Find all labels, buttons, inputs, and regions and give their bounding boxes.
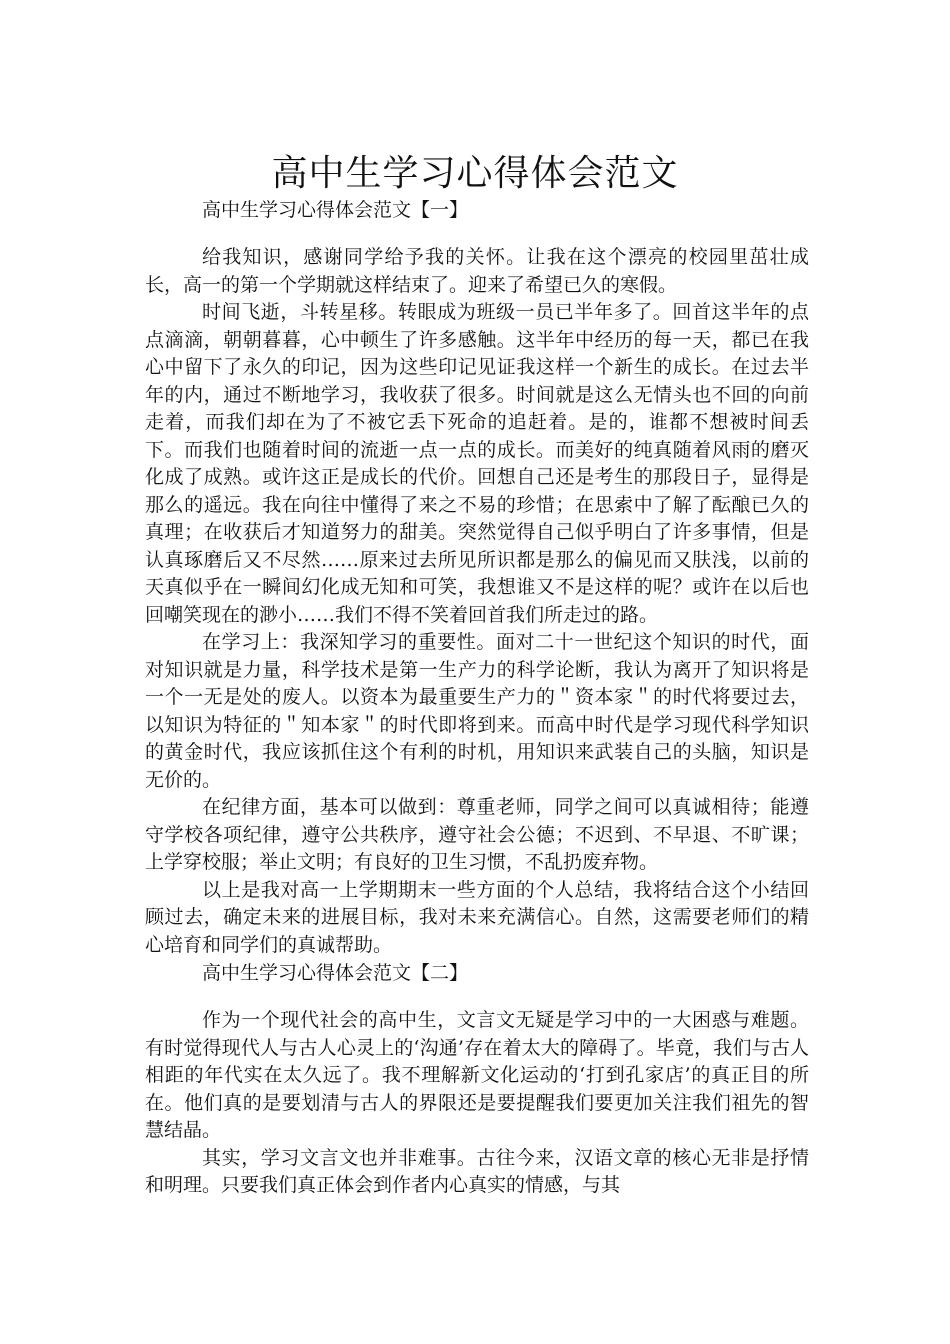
paragraph: 其实，学习文言文也并非难事。古往今来，汉语文章的核心无非是抒情和明理。只要我们真正体会到作者内心真实的情感，与其	[145, 1146, 809, 1196]
paragraph: 在学习上：我深知学习的重要性。面对二十一世纪这个知识的时代，面对知识就是力量，科学技术是第一生产力的科学论断，我认为离开了知识将是一个一无是处的废人。以资本为最重要生产力的＂资本家＂的时代将要过去，以知识为特征的＂知本家＂的时代即将到来。而高中时代是学习现代科学知识的黄金时代，我应该抓住这个有利的时机，用知识来武装自己的头脑，知识是无价的。	[145, 631, 809, 791]
document-title: 高中生学习心得体会范文	[271, 153, 679, 195]
paragraph: 在纪律方面，基本可以做到：尊重老师，同学之间可以真诚相待；能遵守学校各项纪律，遵守公共秩序，遵守社会公德；不迟到、不早退、不旷课；上学穿校服；举止文明；有良好的卫生习惯，不乱扔废弃物。	[145, 796, 809, 873]
paragraph: 给我知识，感谢同学给予我的关怀。让我在这个漂亮的校园里茁壮成长，高一的第一个学期就这样结束了。迎来了希望已久的寒假。	[145, 246, 809, 296]
paragraph: 作为一个现代社会的高中生，文言文无疑是学习中的一大困惑与难题。有时觉得现代人与古人心灵上的‘沟通’存在着太大的障碍了。毕竟，我们与古人相距的年代实在太久远了。我不理解新文化运动的‘打到孔家店’的真正目的所在。他们真的是要划清与古人的界限还是要提醒我们要更加关注我们祖先的智慧结晶。	[145, 1009, 809, 1141]
paragraph: 时间飞逝，斗转星移。转眼成为班级一员已半年多了。回首这半年的点点滴滴，朝朝暮暮，心中顿生了许多感触。这半年中经历的每一天，都已在我心中留下了永久的印记，因为这些印记见证我这样一个新生的成长。在过去半年的内，通过不断地学习，我收获了很多。时间就是这么无情头也不回的向前走着，而我们却在为了不被它丢下死命的追赶着。是的，谁都不想被时间丢下。而我们也随着时间的流逝一点一点的成长。而美好的纯真随着风雨的磨灭化成了成熟。或许这正是成长的代价。回想自己还是考生的那段日子，显得是那么的遥远。我在向往中懂得了来之不易的珍惜；在思索中了解了酝酿已久的真理；在收获后才知道努力的甜美。突然觉得自己似乎明白了许多事情，但是认真琢磨后又不尽然……原来过去所见所识都是那么的偏见而又肤浅，以前的天真似乎在一瞬间幻化成无知和可笑，我想谁又不是这样的呢？或许在以后也回嘲笑现在的渺小……我们不得不笑着回首我们所走过的路。	[145, 301, 809, 626]
paragraph: 以上是我对高一上学期期末一些方面的个人总结，我将结合这个小结回顾过去，确定未来的进展目标，我对未来充满信心。自然，这需要老师们的精心培育和同学们的真诚帮助。	[145, 878, 809, 956]
document-body	[145, 196, 809, 1200]
section-heading-2: 高中生学习心得体会范文【二】	[202, 962, 469, 984]
section-heading-1: 高中生学习心得体会范文【一】	[202, 199, 469, 221]
